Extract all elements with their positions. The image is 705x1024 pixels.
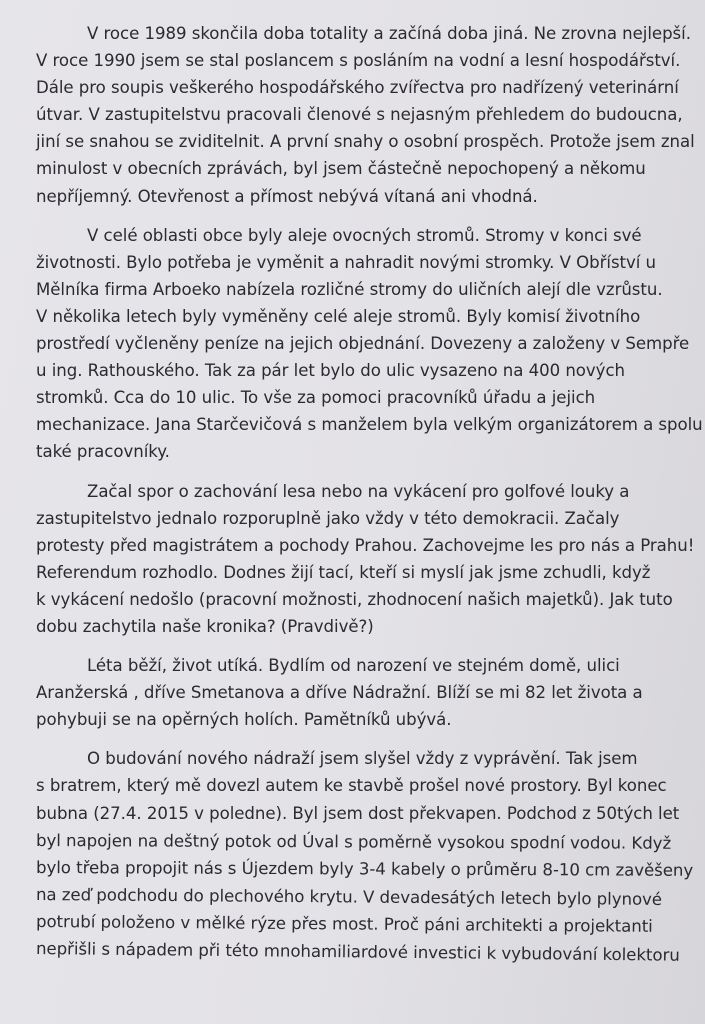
text-line: bylo třeba propojit nás s Újezdem byly 3-4 kabely o průměru 8-10 cm zavěšeny (35, 857, 694, 880)
text-line: bubna (27.4. 2015 v poledne). Byl jsem dost překvapen. Podchod z 50tých let (36, 803, 680, 823)
text-line: jiní se snahou se zviditelnit. A první snahy o osobní prospěch. Protože jsem znal (36, 132, 695, 152)
text-line: útvar. V zastupitelstvu pracovali členové s nejasným přehledem do budoucna, (36, 105, 683, 125)
text-line: také pracovníky. (36, 442, 170, 462)
text-line: Mělníka firma Arboeko nabízela rozličné stromy do uličních alejí dle vzrůstu. (36, 279, 663, 299)
text-line: Referendum rozhodlo. Dodnes žijí tací, kteří si myslí jak jsme zchudli, když (36, 562, 651, 582)
text-line: V celé oblasti obce byly aleje ovocných stromů. Stromy v konci své (87, 225, 642, 245)
paragraph-3 (36, 478, 695, 641)
text-line: dobu zachytila naše kronika? (Pravdivě?) (36, 616, 374, 636)
text-line: V roce 1989 skončila doba totality a začíná doba jiná. Ne zrovna nejlepší. (87, 24, 691, 43)
document-body (35, 20, 703, 974)
text-line: s bratrem, který mě dovezl autem ke stavbě prošel nové prostory. Byl konec (36, 776, 667, 796)
text-line: potrubí položeno v mělké rýze přes most. Proč páni architekti a projektanti (35, 911, 653, 936)
text-line: Začal spor o zachování lesa nebo na vykácení pro golfové louky a (87, 481, 630, 501)
text-line: životnosti. Bylo potřeba je vyměnit a nahradit novými stromky. V Obříství u (36, 252, 657, 272)
text-line: pohybuji se na opěrných holích. Pamětníků ubývá. (36, 710, 452, 730)
text-line: mechanizace. Jana Starčevičová s manželem byla velkým organizátorem a spolu (36, 415, 703, 435)
text-line: byl napojen na deštný potok od Úval s poměrně vysokou spodní vodou. Když (35, 830, 672, 853)
text-line: Aranžerská , dříve Smetanova a dříve Nádražní. Blíží se mi 82 let života a (36, 683, 643, 703)
text-line: k vykácení nedošlo (pracovní možnosti, zhodnocení našich majetků). Jak tuto (36, 589, 673, 609)
paragraph-5 (35, 745, 694, 965)
text-line: Dále pro soupis veškerého hospodářského zvířectva pro nadřízený veterinární (36, 78, 679, 98)
text-line: V několika letech byly vyměněny celé aleje stromů. Byly komisí životního (36, 306, 641, 326)
text-line: nepříjemný. Otevřenost a přímost nebývá vítaná ani vhodná. (36, 186, 538, 206)
paragraph-4 (36, 652, 676, 733)
paragraph-1 (36, 20, 695, 210)
text-line: Léta běží, život utíká. Bydlím od narození ve stejném domě, ulici (87, 656, 620, 676)
text-line: nepřišli s nápadem při této mnohamiliardové investici k vybudování kolektoru (35, 939, 680, 965)
text-line: V roce 1990 jsem se stal poslancem s posláním na vodní a lesní hospodářství. (36, 51, 681, 71)
text-line: u ing. Rathouského. Tak za pár let bylo do ulic vysazeno na 400 nových (36, 361, 625, 381)
text-line: zastupitelstvo jednalo rozporuplně jako vždy v této demokracii. Začaly (36, 508, 620, 528)
text-line: stromků. Cca do 10 ulic. To vše za pomoci pracovníků úřadu a jejich (36, 388, 596, 408)
text-line: na zeď podchodu do plechového krytu. V devadesátých letech bylo plynové (35, 884, 663, 909)
text-line: protesty před magistrátem a pochody Prahou. Zachovejme les pro nás a Prahu! (36, 535, 695, 555)
paragraph-2 (36, 222, 703, 466)
text-line: minulost v obecních zprávách, byl jsem částečně nepochopený a někomu (36, 159, 646, 179)
text-line: O budování nového nádraží jsem slyšel vždy z vyprávění. Tak jsem (87, 749, 638, 769)
text-line: prostředí vyčleněny peníze na jejich objednání. Dovezeny a založeny v Sempře (36, 334, 690, 354)
